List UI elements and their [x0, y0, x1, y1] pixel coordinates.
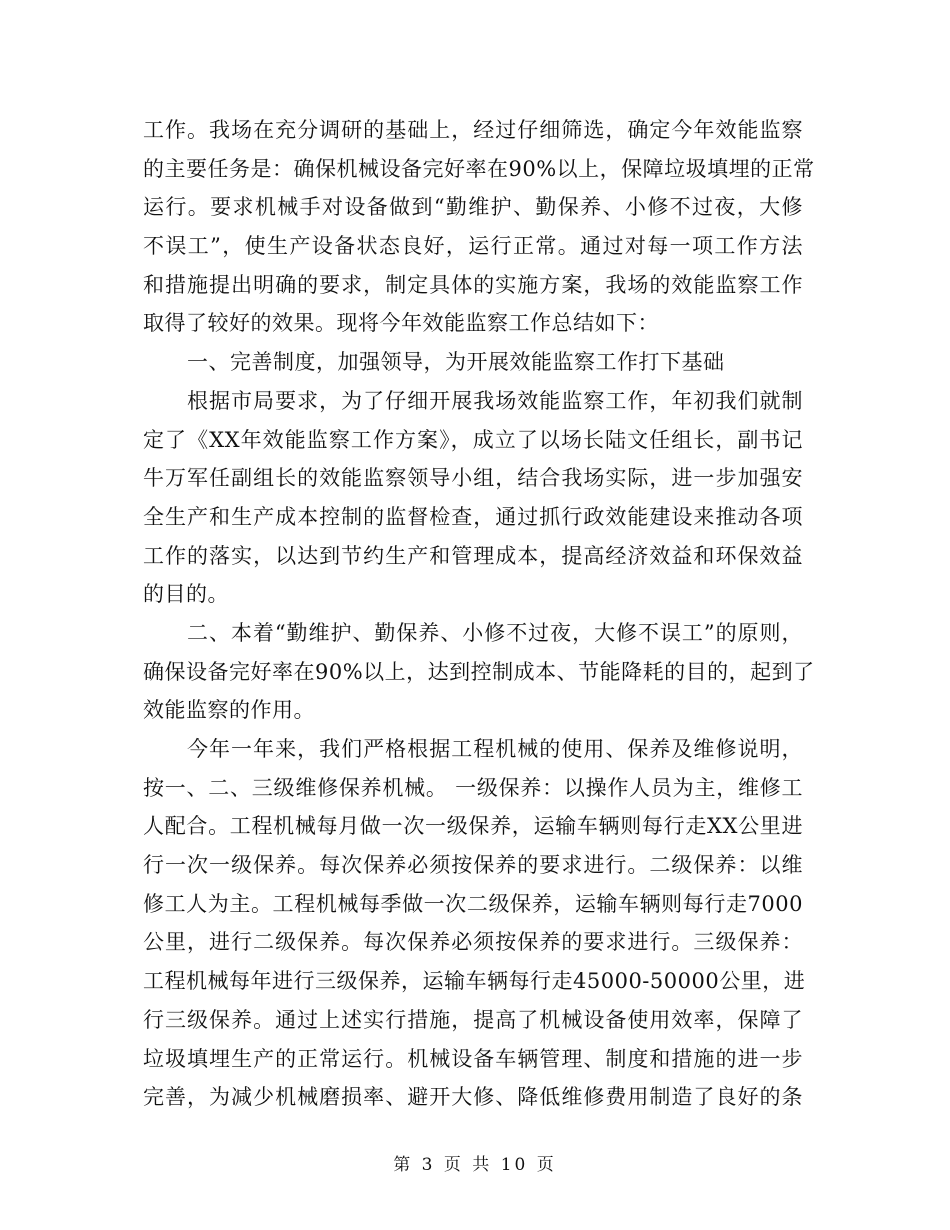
text-line: 效能监察的作用。: [143, 698, 315, 723]
body-text: [143, 111, 815, 1117]
text-line: 和措施提出明确的要求，制定具体的实施方案，我场的效能监察工作: [143, 272, 803, 297]
text-line: 公里，进行二级保养。每次保养必须按保养的要求进行。三级保养：: [143, 930, 803, 955]
text-line: 全生产和生产成本控制的监督检查，通过抓行政效能建设来推动各项: [143, 504, 803, 529]
text-line: 运行。要求机械手对设备做到“勤维护、勤保养、小修不过夜，大修: [143, 195, 803, 220]
text-line: 工作。我场在充分调研的基础上，经过仔细筛选，确定今年效能监察: [143, 118, 803, 142]
text-line: 今年一年来，我们严格根据工程机械的使用、保养及维修说明，: [187, 737, 803, 761]
text-line: 根据市局要求，为了仔细开展我场效能监察工作，年初我们就制: [187, 388, 803, 413]
text-line: 行一次一级保养。每次保养必须按保养的要求进行。二级保养：以维: [143, 853, 803, 878]
page-footer: 第 3 页 共 10 页: [393, 1155, 557, 1175]
text-line: 按一、二、三级维修保养机械。 一级保养：以操作人员为主，维修工: [143, 775, 803, 800]
text-line: 取得了较好的效果。现将今年效能监察工作总结如下：: [143, 311, 659, 336]
text-line: 确保设备完好率在90%以上，达到控制成本、节能降耗的目的，起到了: [143, 659, 815, 684]
text-line: 工程机械每年进行三级保养，运输车辆每行走45000-50000公里，进: [143, 969, 806, 994]
text-line: 修工人为主。工程机械每季做一次二级保养，运输车辆则每行走7000: [143, 891, 803, 916]
section-heading: 一、完善制度，加强领导，为开展效能监察工作打下基础: [187, 350, 725, 375]
text-line: 工作的落实，以达到节约生产和管理成本，提高经济效益和环保效益: [143, 543, 803, 568]
text-line: 不误工”，使生产设备状态良好，运行正常。通过对每一项工作方法: [143, 234, 803, 259]
text-line: 人配合。工程机械每月做一次一级保养，运输车辆则每行走XX公里进: [143, 814, 803, 839]
text-line: 行三级保养。通过上述实行措施，提高了机械设备使用效率，保障了: [143, 1007, 803, 1032]
text-line: 完善，为减少机械磨损率、避开大修、降低维修费用制造了良好的条: [143, 1085, 803, 1110]
text-line: 垃圾填埋生产的正常运行。机械设备车辆管理、制度和措施的进一步: [143, 1046, 803, 1071]
text-line: 的主要任务是：确保机械设备完好率在90%以上，保障垃圾填埋的正常: [143, 156, 815, 181]
section-heading: 二、本着“勤维护、勤保养、小修不过夜，大修不误工”的原则，: [187, 620, 803, 645]
text-line: 定了《XX年效能监察工作方案》，成立了以场长陆文任组长，副书记: [143, 427, 803, 452]
text-line: 牛万军任副组长的效能监察领导小组，结合我场实际，进一步加强安: [143, 466, 803, 491]
text-line: 的目的。: [143, 582, 229, 607]
